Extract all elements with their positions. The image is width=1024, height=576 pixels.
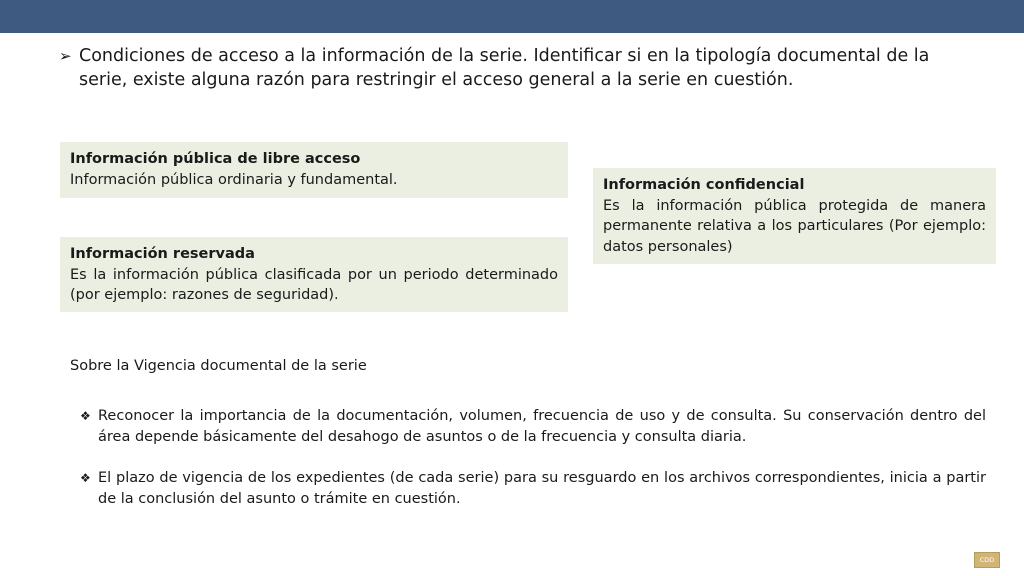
box-publica-body: Información pública ordinaria y fundamental.	[70, 171, 398, 188]
top-header-bar	[0, 0, 1024, 33]
vigencia-subtitle: Sobre la Vigencia documental de la serie	[70, 358, 367, 374]
box-publica-title: Información pública de libre acceso	[70, 151, 361, 167]
heading-text: Condiciones de acceso a la información de la serie. Identificar si en la tipología documental de la serie, existe alguna razón para restringir el acceso general a la serie en cuestión.	[79, 46, 930, 90]
list-item	[80, 406, 986, 447]
diamond-bullet-icon: ❖	[80, 471, 91, 485]
diamond-bullet-icon: ❖	[80, 409, 91, 423]
box-informacion-publica	[60, 142, 568, 198]
cdd-logo-badge: CDD	[974, 552, 1000, 568]
box-reservada-title: Información reservada	[70, 246, 255, 262]
box-informacion-reservada	[60, 237, 568, 312]
box-confidencial-body: Es la información pública protegida de manera permanente relativa a los particulares (Por ejemplo: datos personales)	[603, 197, 986, 255]
list-item	[80, 468, 986, 509]
box-reservada-body: Es la información pública clasificada por un periodo determinado (por ejemplo: razones de seguridad).	[70, 266, 558, 303]
list-item-text: Reconocer la importancia de la documentación, volumen, frecuencia de uso y de consulta. Su conservación dentro del área depende básicamente del desahogo de asuntos o de la frecuencia y consulta diaria.	[98, 408, 986, 445]
section-heading	[59, 44, 979, 92]
box-confidencial-title: Información confidencial	[603, 177, 805, 193]
arrow-bullet-icon: ➢	[59, 47, 72, 65]
box-informacion-confidencial	[593, 168, 996, 264]
list-item-text: El plazo de vigencia de los expedientes (de cada serie) para su resguardo en los archivos correspondientes, inicia a partir de la conclusión del asunto o trámite en cuestión.	[98, 470, 986, 507]
